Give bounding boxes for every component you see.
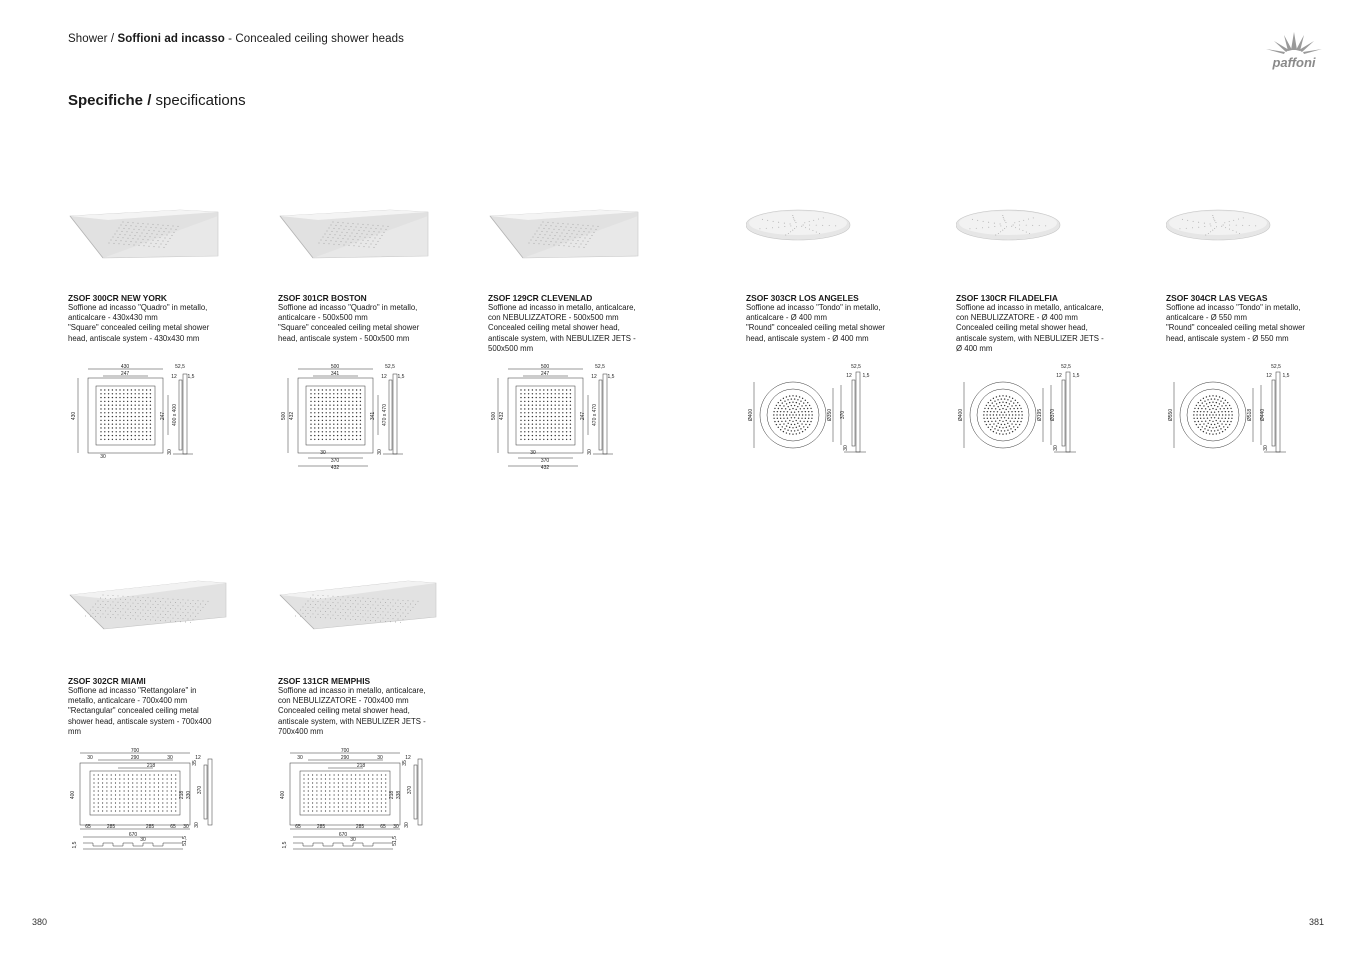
product-spec — [278, 676, 448, 737]
dimension-label: 341 — [330, 371, 340, 377]
product-description-line: Soffione ad incasso in metallo, anticalcare, — [488, 303, 636, 312]
dimension-label: 285 — [145, 824, 155, 830]
dimension-label: 370 — [330, 458, 340, 464]
dimension-label: 700 — [130, 748, 140, 754]
product-description-line: head, antiscale system - 430x430 mm — [68, 333, 200, 343]
product-spec — [278, 293, 448, 344]
dimension-label: 247 — [580, 411, 586, 421]
dimension-label: 432 — [330, 465, 340, 470]
dimension-label: 12 — [405, 755, 411, 761]
dimension-label: 30 — [1263, 445, 1269, 451]
breadcrumb-category: Soffioni ad incasso — [117, 33, 225, 45]
dimension-label: 65 — [380, 824, 386, 830]
dimension-label: 1,5 — [862, 373, 870, 379]
dimension-label: 370 — [840, 410, 846, 420]
dimension-label: 285 — [106, 824, 116, 830]
dimension-label: 12 — [195, 755, 201, 761]
dimension-label: 12 — [171, 374, 177, 380]
product-image — [488, 200, 668, 270]
dimension-label: 247 — [540, 371, 550, 377]
dimension-label: 30 — [377, 755, 383, 761]
dimension-label: 30 — [530, 450, 536, 456]
dimension-label: 30 — [843, 445, 849, 451]
dimension-label: 1,5 — [1282, 373, 1290, 379]
technical-drawing — [68, 745, 238, 855]
product-description-line: "Square" concealed ceiling metal shower — [278, 323, 420, 333]
dimension-label: 218 — [146, 763, 156, 769]
product-spec — [68, 293, 238, 344]
technical-drawing — [746, 360, 916, 470]
product-name: ZSOF 131CR MEMPHIS — [278, 676, 371, 686]
dimension-label: 247 — [120, 371, 130, 377]
dimension-label: 341 — [370, 411, 376, 421]
page-title — [68, 92, 246, 109]
product-description-line: Soffione ad incasso "Tondo" in metallo, — [746, 303, 881, 312]
dimension-label: Ø370 — [1050, 408, 1056, 422]
product-description-line: antiscale system, with NEBULIZER JETS - — [488, 333, 636, 343]
product-name: ZSOF 301CR BOSTON — [278, 293, 367, 303]
product-image — [956, 200, 1136, 270]
product-spec — [1166, 293, 1336, 344]
dimension-label: 30 — [100, 454, 106, 460]
product-description-line: metallo, anticalcare - 700x400 mm — [68, 696, 188, 706]
dimension-label: Ø400 — [748, 408, 754, 422]
dimension-label: 470 x 470 — [382, 404, 388, 426]
product-description-line: Concealed ceiling metal shower head, — [278, 706, 410, 716]
technical-drawing — [956, 360, 1126, 470]
dimension-label: 500 — [540, 364, 550, 370]
dimension-label: 30 — [87, 755, 93, 761]
product-spec — [488, 293, 658, 354]
product-description-line: anticalcare - Ø 400 mm — [746, 313, 828, 323]
product-description-line: Soffione ad incasso "Quadro" in metallo, — [68, 303, 208, 312]
dimension-label: 1,5 — [282, 841, 288, 849]
dimension-label: 65 — [85, 824, 91, 830]
product-description-line: anticalcare - 500x500 mm — [278, 313, 368, 323]
dimension-label: 52,5 — [175, 364, 185, 370]
dimension-label: 370 — [407, 785, 413, 795]
title-bold: Specifiche / — [68, 92, 152, 109]
product-name: ZSOF 302CR MIAMI — [68, 676, 146, 686]
dimension-label: Ø350 — [827, 408, 833, 422]
product-description-line: con NEBULIZZATORE - Ø 400 mm — [956, 313, 1078, 323]
product-description-line: Soffione ad incasso in metallo, anticalcare, — [278, 686, 426, 695]
dimension-label: 247 — [160, 411, 166, 421]
product-description-line: head, antiscale system - Ø 400 mm — [746, 333, 869, 343]
product-image — [68, 200, 248, 270]
dimension-label: 370 — [197, 785, 203, 795]
dimension-label: 30 — [404, 822, 410, 828]
logo-wordmark: paffoni — [1272, 55, 1316, 70]
dimension-label: 290 — [340, 755, 350, 761]
dimension-label: Ø550 — [1168, 408, 1174, 422]
dimension-label: 670 — [128, 832, 138, 838]
dimension-label: 290 — [130, 755, 140, 761]
dimension-label: Ø195 — [1037, 408, 1043, 422]
product-description-line: head, antiscale system - 500x500 mm — [278, 333, 410, 343]
product-description-line: anticalcare - 430x430 mm — [68, 313, 158, 323]
title-rest: specifications — [155, 92, 246, 109]
page-number-right: 381 — [1309, 917, 1325, 927]
product-description-line: Concealed ceiling metal shower head, — [488, 323, 620, 333]
product-description-line: shower head, antiscale system - 700x400 — [68, 716, 212, 726]
product-description-line: 700x400 mm — [278, 726, 324, 736]
product-description-line: "Round" concealed ceiling metal shower — [1166, 323, 1306, 333]
dimension-label: 12 — [1056, 373, 1062, 379]
dimension-label: 65 — [170, 824, 176, 830]
product-name: ZSOF 303CR LOS ANGELES — [746, 293, 859, 303]
page-number-left: 380 — [32, 917, 48, 927]
product-description-line: Concealed ceiling metal shower head, — [956, 323, 1088, 333]
product-image — [278, 575, 458, 645]
dimension-label: 12 — [1266, 373, 1272, 379]
dimension-label: 30 — [587, 449, 593, 455]
dimension-label: 285 — [316, 824, 326, 830]
dimension-label: 30 — [1053, 445, 1059, 451]
dimension-label: 700 — [340, 748, 350, 754]
dimension-label: 52,5 — [595, 364, 605, 370]
dimension-label: 500 — [491, 411, 497, 421]
breadcrumb — [68, 33, 404, 45]
dimension-label: 1,5 — [397, 374, 405, 380]
product-image — [278, 200, 458, 270]
dimension-label: 65 — [295, 824, 301, 830]
dimension-label: 218 — [389, 790, 395, 800]
technical-drawing — [278, 745, 448, 855]
dimension-label: 52,5 — [385, 364, 395, 370]
dimension-label: 12 — [591, 374, 597, 380]
dimension-label: 338 — [396, 790, 402, 800]
dimension-label: 500 — [281, 411, 287, 421]
product-description-line: Soffione ad incasso "Rettangolare" in — [68, 686, 197, 695]
dimension-label: 1,5 — [1072, 373, 1080, 379]
dimension-label: 432 — [540, 465, 550, 470]
dimension-label: 30 — [393, 824, 399, 830]
dimension-label: 500 — [330, 364, 340, 370]
dimension-label: 432 — [289, 411, 295, 421]
dimension-label: 30 — [194, 822, 200, 828]
product-description-line: Ø 400 mm — [956, 343, 993, 353]
product-name: ZSOF 304CR LAS VEGAS — [1166, 293, 1268, 303]
dimension-label: Ø518 — [1247, 408, 1253, 422]
product-spec — [746, 293, 916, 344]
dimension-label: 52,5 — [1271, 364, 1281, 370]
dimension-label: 400 — [70, 790, 76, 800]
dimension-label: 330 — [186, 790, 192, 800]
dimension-label: 285 — [355, 824, 365, 830]
dimension-label: 1,5 — [607, 374, 615, 380]
product-description-line: mm — [68, 726, 81, 736]
product-description-line: "Square" concealed ceiling metal shower — [68, 323, 210, 333]
dimension-label: 218 — [356, 763, 366, 769]
dimension-label: 30 — [320, 450, 326, 456]
product-spec — [956, 293, 1126, 354]
technical-drawing — [1166, 360, 1336, 470]
dimension-label: 52,5 — [1061, 364, 1071, 370]
product-name: ZSOF 300CR NEW YORK — [68, 293, 167, 303]
dimension-label: 430 — [71, 411, 77, 421]
dimension-label: 432 — [499, 411, 505, 421]
dimension-label: 218 — [179, 790, 185, 800]
product-description-line: antiscale system, with NEBULIZER JETS - — [956, 333, 1104, 343]
dimension-label: 30 — [297, 755, 303, 761]
dimension-label: 1,5 — [72, 841, 78, 849]
product-image — [1166, 200, 1346, 270]
dimension-label: 51,5 — [392, 836, 398, 846]
product-description-line: antiscale system, with NEBULIZER JETS - — [278, 716, 426, 726]
dimension-label: 370 — [540, 458, 550, 464]
product-description-line: 500x500 mm — [488, 343, 534, 353]
product-description-line: Soffione ad incasso "Tondo" in metallo, — [1166, 303, 1301, 312]
technical-drawing — [68, 360, 238, 470]
dimension-label: 35 — [402, 760, 408, 766]
dimension-label: 30 — [350, 837, 356, 843]
dimension-label: 30 — [167, 755, 173, 761]
dimension-label: Ø400 — [958, 408, 964, 422]
dimension-label: 670 — [338, 832, 348, 838]
product-description-line: Soffione ad incasso in metallo, anticalcare, — [956, 303, 1104, 312]
product-name: ZSOF 129CR CLEVENLAD — [488, 293, 593, 303]
product-image — [68, 575, 248, 645]
dimension-label: Ø440 — [1260, 408, 1266, 422]
dimension-label: 35 — [192, 760, 198, 766]
dimension-label: 400 — [280, 790, 286, 800]
dimension-label: 400 x 400 — [172, 404, 178, 426]
dimension-label: 52,5 — [851, 364, 861, 370]
product-description-line: anticalcare - Ø 550 mm — [1166, 313, 1248, 323]
dimension-label: 30 — [140, 837, 146, 843]
technical-drawing — [488, 360, 658, 470]
dimension-label: 51,5 — [182, 836, 188, 846]
dimension-label: 430 — [120, 364, 130, 370]
product-image — [746, 200, 926, 270]
dimension-label: 30 — [377, 449, 383, 455]
product-name: ZSOF 130CR FILADELFIA — [956, 293, 1058, 303]
dimension-label: 30 — [183, 824, 189, 830]
breadcrumb-section: Shower / — [68, 33, 115, 45]
dimension-label: 30 — [167, 449, 173, 455]
product-description-line: "Round" concealed ceiling metal shower — [746, 323, 886, 333]
dimension-label: 470 x 470 — [592, 404, 598, 426]
dimension-label: 12 — [381, 374, 387, 380]
breadcrumb-subtitle: - Concealed ceiling shower heads — [228, 33, 404, 45]
product-description-line: Soffione ad incasso "Quadro" in metallo, — [278, 303, 418, 312]
dimension-label: 1,5 — [187, 374, 195, 380]
product-description-line: con NEBULIZZATORE - 700x400 mm — [278, 696, 409, 706]
product-spec — [68, 676, 238, 737]
product-description-line: con NEBULIZZATORE - 500x500 mm — [488, 313, 619, 323]
paffoni-logo — [1262, 30, 1326, 72]
product-description-line: "Rectangular" concealed ceiling metal — [68, 706, 199, 716]
product-description-line: head, antiscale system - Ø 550 mm — [1166, 333, 1289, 343]
dimension-label: 12 — [846, 373, 852, 379]
technical-drawing — [278, 360, 448, 470]
